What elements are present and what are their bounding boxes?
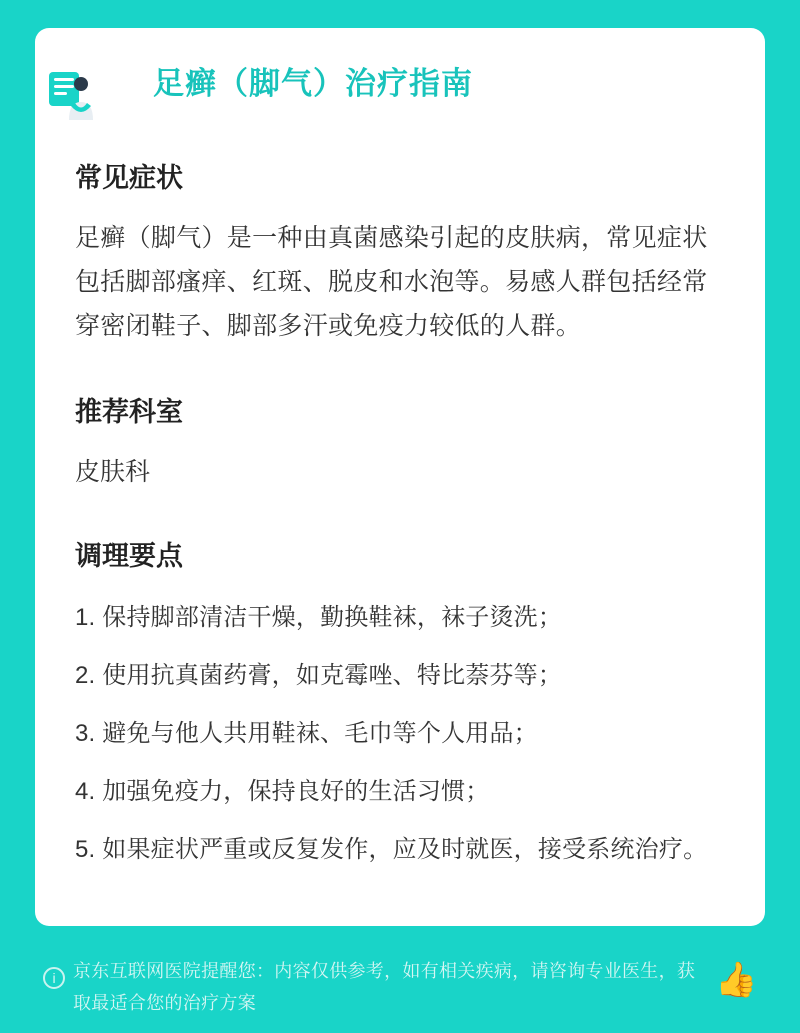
list-item: 3. 避免与他人共用鞋袜、毛巾等个人用品； <box>75 720 538 747</box>
care-tips-list <box>75 596 725 872</box>
page-title: 足癣（脚气）治疗指南 <box>153 66 473 101</box>
footer-disclaimer: 京东互联网医院提醒您：内容仅供参考，如有相关疾病，请咨询专业医生，获取最适合您的治疗方案 <box>73 961 696 1013</box>
list-item: 1. 保持脚部清洁干燥，勤换鞋袜，袜子烫洗； <box>75 604 563 631</box>
list-item: 4. 加强免疫力，保持良好的生活习惯； <box>75 778 490 805</box>
content-card <box>35 28 765 926</box>
section-heading-department: 推荐科室 <box>75 397 183 427</box>
section-text-department: 皮肤科 <box>75 458 151 486</box>
section-heading-symptoms: 常见症状 <box>75 163 183 193</box>
section-heading-care-tips: 调理要点 <box>75 541 183 571</box>
section-text-symptoms: 足癣（脚气）是一种由真菌感染引起的皮肤病，常见症状包括脚部瘙痒、红斑、脱皮和水泡等。易感人群包括经常穿密闭鞋子、脚部多汗或免疫力较低的人群。 <box>75 224 708 340</box>
footer <box>35 945 765 1015</box>
document-person-icon <box>47 70 99 122</box>
thumbs-up-icon[interactable]: 👍 <box>715 961 758 999</box>
list-item: 2. 使用抗真菌药膏，如克霉唑、特比萘芬等； <box>75 662 563 689</box>
list-item: 5. 如果症状严重或反复发作，应及时就医，接受系统治疗。 <box>75 836 708 863</box>
info-icon: i <box>43 967 65 989</box>
